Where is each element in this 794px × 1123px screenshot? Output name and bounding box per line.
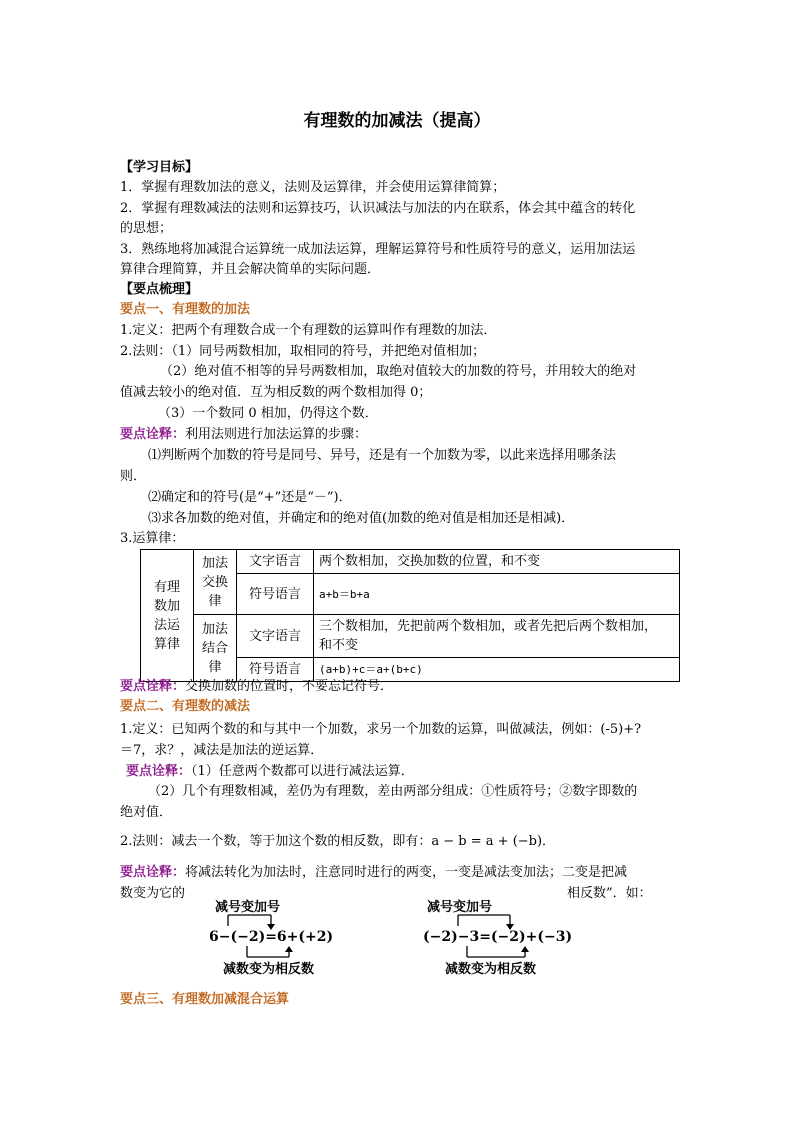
note-text: 交换加数的位置时，不要忘记符号． (185, 679, 394, 694)
associative-word-cell (314, 615, 680, 658)
diagram-example-1 (209, 899, 333, 977)
step-2: ⑵确定和的符号(是“+”还是“－”)． (148, 490, 352, 505)
point2-note-3-cont-left: 数变为它的 (120, 886, 186, 901)
sym-lang-cell: 符号语言 (237, 658, 314, 682)
goals-heading: 【学习目标】 (120, 160, 199, 175)
group-line: 有理 (153, 579, 180, 595)
sign-change-label: 减号变加号 (215, 900, 281, 915)
point2-definition: 1.定义：已知两个数的和与其中一个加数，求另一个加数的运算，叫做减法，例如：(-5)+? (120, 722, 642, 737)
goal-item-2: 2．掌握有理数减法的法则和运算技巧，认识减法与加法的内在联系，体会其中蕴含的转化 (120, 201, 636, 216)
point1-note-2 (120, 677, 393, 697)
opposite-label: 减数变为相反数 (445, 962, 537, 977)
step-1-cont: 则． (120, 469, 147, 484)
point1-rule-2: （2）绝对值不相等的异号两数相加，取绝对值较大的加数的符号，并用较大的绝对 (160, 364, 637, 379)
goal-item-2-cont: 的思想； (120, 221, 173, 236)
point2-note-2: （2）几个有理数相减，差仍为有理数，差由两部分组成：①性质符号；②数字即数的 (148, 784, 638, 799)
assoc-word-line: 三个数相加，先把前两个数相加，或者先把后两个数相加， (319, 619, 658, 634)
note-text: 利用法则进行加法运算的步骤： (185, 427, 368, 442)
sign-change-label: 减号变加号 (427, 900, 493, 915)
sym-lang-cell: 符号语言 (237, 574, 314, 615)
opposite-label: 减数变为相反数 (223, 962, 315, 977)
addition-laws-table (140, 549, 680, 682)
step-1: ⑴判断两个加数的符号是同号、异号，还是有一个加数为零，以此来选择用哪条法 (148, 448, 617, 463)
point3-heading: 要点三、有理数加减混合运算 (120, 992, 290, 1007)
assoc-word-line: 和不变 (319, 638, 359, 653)
laws-label: 3.运算律： (120, 531, 185, 546)
point1-rule-2-cont: 值减去较小的绝对值．互为相反数的两个数相加得 0； (120, 385, 432, 400)
page-title: 有理数的加减法（提高） (303, 111, 491, 131)
law-name-line: 律 (208, 659, 222, 675)
point2-note (126, 762, 414, 782)
arrow-head-icon (521, 946, 529, 952)
commutative-word-cell: 两个数相加，交换加数的位置，和不变 (314, 550, 680, 574)
commutative-law-cell (194, 550, 237, 615)
associative-law-cell (194, 615, 237, 682)
subtraction-conversion-diagram (195, 893, 575, 981)
law-name-line: 交换 (201, 574, 228, 590)
example-expression: (−2)−3=(−2)+(−3) (423, 929, 573, 945)
diagram-example-2 (423, 899, 572, 977)
commutative-sym-cell: a+b＝b+a (314, 574, 680, 615)
goal-item-3-cont: 算律合理简算，并且会解决简单的实际问题． (120, 262, 381, 277)
example-expression: 6−(−2)=6+(+2) (209, 929, 334, 945)
word-lang-cell: 文字语言 (237, 615, 314, 658)
point2-note-2-cont: 绝对值． (120, 805, 173, 820)
note-text: （1）任意两个数都可以进行减法运算． (191, 764, 414, 779)
point2-rule: 2.法则：减去一个数，等于加这个数的相反数，即有：a − b = a + (−b)． (120, 834, 556, 849)
point2-heading: 要点二、有理数的减法 (120, 699, 251, 714)
goal-item-3: 3．熟练地将加减混合运算统一成加法运算，理解运算符号和性质符号的意义，运用加法运 (120, 242, 636, 257)
law-name-line: 律 (208, 593, 222, 609)
associative-sym-cell: (a+b)+c＝a+(b+c) (314, 658, 680, 682)
group-line: 法运 (153, 617, 180, 633)
group-line: 算律 (153, 636, 180, 652)
note-label: 要点诠释： (126, 764, 192, 779)
point1-rule-1: 2.法则：（1）同号两数相加，取相同的符号，并把绝对值相加； (120, 344, 486, 359)
goal-item-1: 1．掌握有理数加法的意义，法则及运算律，并会使用运算律简算； (120, 180, 506, 195)
point1-rule-3: （3）一个数同 0 相加，仍得这个数． (158, 406, 378, 421)
point2-note-3-cont-right: 相反数”．如： (567, 886, 652, 901)
point2-definition-cont: ＝7，求？，减法是加法的逆运算． (120, 743, 324, 758)
table-group-cell (141, 550, 194, 682)
point1-definition: 1.定义：把两个有理数合成一个有理数的运算叫作有理数的加法． (120, 323, 497, 338)
group-line: 数加 (153, 598, 180, 614)
word-lang-cell: 文字语言 (237, 550, 314, 574)
review-heading: 【要点梳理】 (120, 282, 199, 297)
law-name-line: 加法 (201, 555, 228, 571)
point2-note-3 (120, 863, 627, 883)
point1-heading: 要点一、有理数的加法 (120, 302, 251, 317)
law-name-line: 加法 (201, 621, 228, 637)
note-label: 要点诠释： (120, 427, 186, 442)
arrow-head-icon (285, 946, 293, 952)
note-label: 要点诠释： (120, 679, 186, 694)
step-3: ⑶求各加数的绝对值，并确定和的绝对值(加数的绝对值是相加还是相减)． (148, 511, 575, 526)
note-text: 将减法转化为加法时，注意同时进行的两变，一变是减法变加法；二变是把减 (185, 865, 628, 880)
point1-note (120, 425, 367, 445)
law-name-line: 结合 (201, 640, 228, 656)
note-label: 要点诠释： (120, 865, 186, 880)
